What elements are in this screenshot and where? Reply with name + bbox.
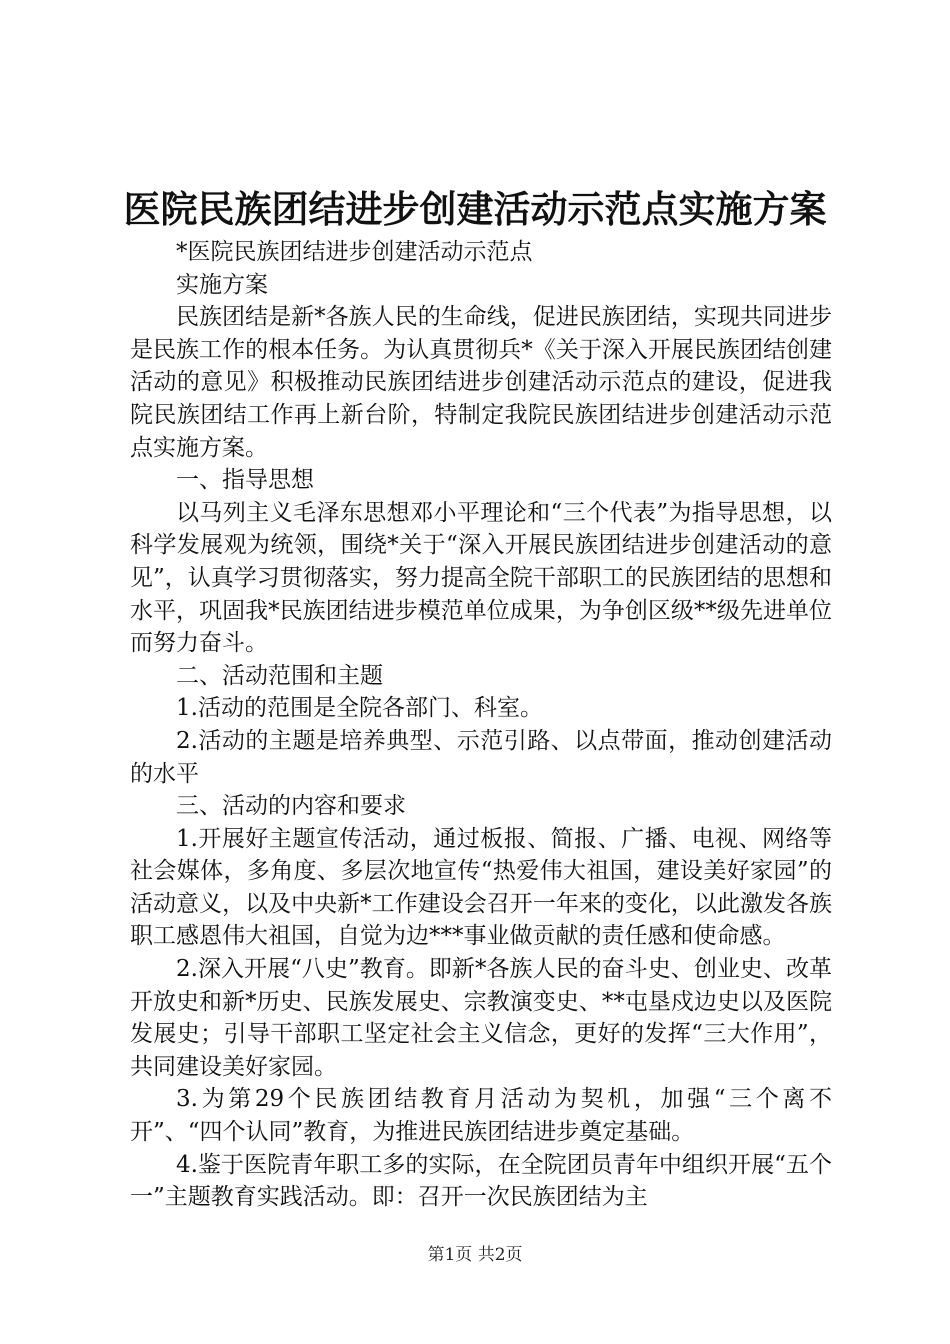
subtitle-line: *医院民族团结进步创建活动示范点: [176, 239, 533, 265]
list-item: 4.鉴于医院青年职工多的实际，在全院团员青年中组织开展“五个一”主题教育实践活动。即：召开一次民族团结为主: [130, 1151, 832, 1211]
section-heading: 二、活动范围和主题: [176, 662, 383, 689]
list-item: 3.为第29个民族团结教育月活动为契机，加强“三个离不开”、“四个认同”教育，为推进民族团结进步奠定基础。: [130, 1086, 832, 1146]
body-paragraph: 民族团结是新*各族人民的生命线，促进民族团结，实现共同进步是民族工作的根本任务。为认真贯彻兵*《关于深入开展民族团结创建活动的意见》积极推动民族团结进步创建活动示范点的建设，促进我院民族团结工作再上新台阶，特制定我院民族团结进步创建活动示范点实施方案。: [130, 304, 832, 461]
section-heading: 三、活动的内容和要求: [176, 793, 406, 820]
document-body: [130, 236, 832, 1214]
document-title: 医院民族团结进步创建活动示范点实施方案: [123, 187, 827, 231]
page-indicator: 第1页 共2页: [427, 1245, 523, 1265]
body-paragraph: 以马列主义毛泽东思想邓小平理论和“三个代表”为指导思想，以科学发展观为统领，围绕*关于“深入开展民族团结进步创建活动的意见”，认真学习贯彻落实，努力提高全院干部职工的民族团结的思想和水平，巩固我*民族团结进步模范单位成果，为争创区级**级先进单位而努力奋斗。: [130, 499, 832, 657]
list-item: 1.活动的范围是全院各部门、科室。: [176, 695, 543, 722]
section-heading: 一、指导思想: [176, 467, 314, 494]
list-item: 2.深入开展“八史”教育。即新*各族人民的奋斗史、创业史、改革开放史和新*历史、民族发展史、宗教演变史、**屯垦戍边史以及医院发展史；引导干部职工坚定社会主义信念，更好的发挥“三大作用”，共同建设美好家园。: [130, 956, 832, 1080]
list-item: 1.开展好主题宣传活动，通过板报、简报、广播、电视、网络等社会媒体，多角度、多层次地宣传“热爱伟大祖国，建设美好家园”的活动意义，以及中央新*工作建设会召开一年来的变化，以此激发各族职工感恩伟大祖国，自觉为边***事业做贡献的责任感和使命感。: [130, 825, 832, 950]
subtitle-line: 实施方案: [176, 271, 268, 298]
list-item: 2.活动的主题是培养典型、示范引路、以点带面，推动创建活动的水平: [130, 727, 832, 787]
